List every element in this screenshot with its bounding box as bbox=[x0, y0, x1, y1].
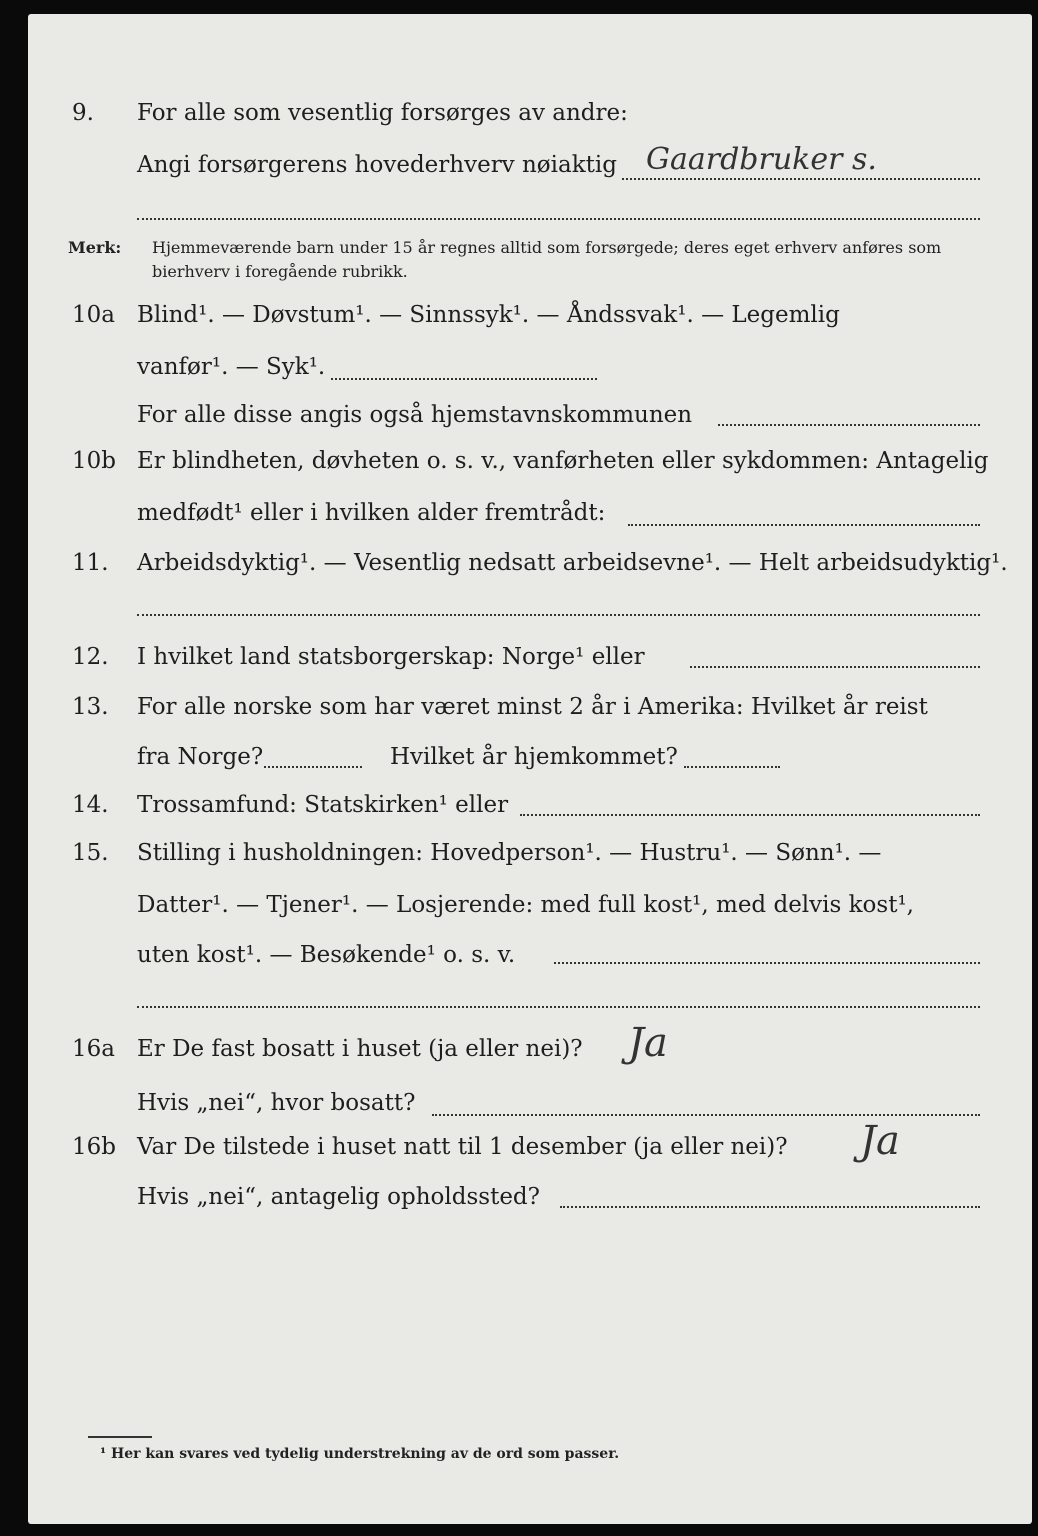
q13-number: 13. bbox=[72, 694, 109, 720]
q12-row-1 bbox=[28, 644, 1032, 684]
q10a-syk-line[interactable] bbox=[331, 378, 597, 380]
q16a-text-1: Er De fast bosatt i huset (ja eller nei)? bbox=[137, 1036, 583, 1062]
q16a-bosatt-line[interactable] bbox=[432, 1114, 980, 1116]
q10a-text-1: Blind¹. — Døvstum¹. — Sinnssyk¹. — Åndssvak¹. — Legemlig bbox=[137, 302, 840, 328]
q16b-answer-handwritten: Ja bbox=[860, 1118, 900, 1164]
q16b-text-2: Hvis „nei“, antagelig opholdssted? bbox=[137, 1184, 540, 1210]
q10b-text-1: Er blindheten, døvheten o. s. v., vanførheten eller sykdommen: Antagelig bbox=[137, 448, 989, 474]
q10a-row-3 bbox=[28, 402, 1032, 442]
q15-extra-line[interactable] bbox=[137, 1006, 980, 1008]
q10a-number: 10a bbox=[72, 302, 115, 328]
q16b-row-1 bbox=[28, 1118, 1032, 1174]
q15-row-3 bbox=[28, 942, 1032, 982]
q14-row-1 bbox=[28, 792, 1032, 832]
q16b-number: 16b bbox=[72, 1134, 116, 1160]
q12-number: 12. bbox=[72, 644, 109, 670]
q9-row-1 bbox=[28, 100, 1032, 140]
q9-row-2 bbox=[28, 142, 1032, 192]
q10b-number: 10b bbox=[72, 448, 116, 474]
q15-answer-line[interactable] bbox=[554, 962, 980, 964]
q14-answer-line[interactable] bbox=[520, 814, 980, 816]
q11-number: 11. bbox=[72, 550, 109, 576]
q15-text-3: uten kost¹. — Besøkende¹ o. s. v. bbox=[137, 942, 516, 968]
q12-answer-line[interactable] bbox=[690, 666, 980, 668]
q12-text-1: I hvilket land statsborgerskap: Norge¹ eller bbox=[137, 644, 645, 670]
q13-row-2 bbox=[28, 744, 1032, 784]
q14-text-1: Trossamfund: Statskirken¹ eller bbox=[137, 792, 509, 818]
q13-text-2a: fra Norge? bbox=[137, 744, 264, 770]
footnote bbox=[100, 1446, 619, 1462]
footnote-text: ¹ Her kan svares ved tydelig understrekning av de ord som passer. bbox=[100, 1446, 620, 1462]
q16b-text-1: Var De tilstede i huset natt til 1 desember (ja eller nei)? bbox=[137, 1134, 788, 1160]
q9-answer-handwritten: Gaardbruker s. bbox=[646, 142, 877, 177]
q13-row-1 bbox=[28, 694, 1032, 734]
q16b-row-2 bbox=[28, 1184, 1032, 1224]
q13-hjemkommet-line[interactable] bbox=[684, 766, 780, 768]
q11-text-1: Arbeidsdyktig¹. — Vesentlig nedsatt arbeidsevne¹. — Helt arbeidsudyktig¹. bbox=[137, 550, 1008, 576]
q15-text-1: Stilling i husholdningen: Hovedperson¹. — Hustru¹. — Sønn¹. — bbox=[137, 840, 882, 866]
q15-text-2: Datter¹. — Tjener¹. — Losjerende: med full kost¹, med delvis kost¹, bbox=[137, 892, 914, 918]
q14-number: 14. bbox=[72, 792, 109, 818]
q16a-number: 16a bbox=[72, 1036, 115, 1062]
q10b-row-1 bbox=[28, 448, 1032, 488]
merk-text: Hjemmeværende barn under 15 år regnes alltid som forsørgede; deres eget erhverv anføres som bierhverv i foregående rubrikk. bbox=[152, 238, 942, 281]
q10a-hjemstavn-line[interactable] bbox=[718, 424, 980, 426]
q10a-text-2: vanfør¹. — Syk¹. bbox=[137, 354, 326, 380]
q15-row-2 bbox=[28, 892, 1032, 932]
q10a-row-2 bbox=[28, 354, 1032, 394]
q9-extra-line[interactable] bbox=[137, 218, 980, 220]
q11-extra-line[interactable] bbox=[137, 614, 980, 616]
q10a-text-3: For alle disse angis også hjemstavnskommunen bbox=[137, 402, 693, 428]
merk-label: Merk: bbox=[68, 238, 122, 257]
footnote-rule bbox=[88, 1436, 152, 1438]
q9-number: 9. bbox=[72, 100, 94, 126]
census-form-page bbox=[28, 14, 1032, 1524]
q9-text-2: Angi forsørgerens hovederhverv nøiaktig bbox=[137, 152, 617, 178]
q10b-row-2 bbox=[28, 500, 1032, 540]
q13-text-1: For alle norske som har været minst 2 år i Amerika: Hvilket år reist bbox=[137, 694, 928, 720]
q13-reist-line[interactable] bbox=[264, 766, 362, 768]
q9-answer-line[interactable] bbox=[622, 178, 980, 180]
q16a-answer-handwritten: Ja bbox=[628, 1020, 668, 1066]
q16a-row-1 bbox=[28, 1020, 1032, 1076]
q16a-text-2: Hvis „nei“, hvor bosatt? bbox=[137, 1090, 416, 1116]
q11-row-1 bbox=[28, 550, 1032, 590]
q10a-row-1 bbox=[28, 302, 1032, 342]
q15-number: 15. bbox=[72, 840, 109, 866]
q10b-text-2: medfødt¹ eller i hvilken alder fremtrådt: bbox=[137, 500, 606, 526]
q13-text-2b: Hvilket år hjemkommet? bbox=[390, 744, 678, 770]
merk-note bbox=[68, 236, 1008, 284]
q9-text-1: For alle som vesentlig forsørges av andre: bbox=[137, 100, 628, 126]
q10b-answer-line[interactable] bbox=[628, 524, 980, 526]
q16b-opholdssted-line[interactable] bbox=[560, 1206, 980, 1208]
q15-row-1 bbox=[28, 840, 1032, 880]
